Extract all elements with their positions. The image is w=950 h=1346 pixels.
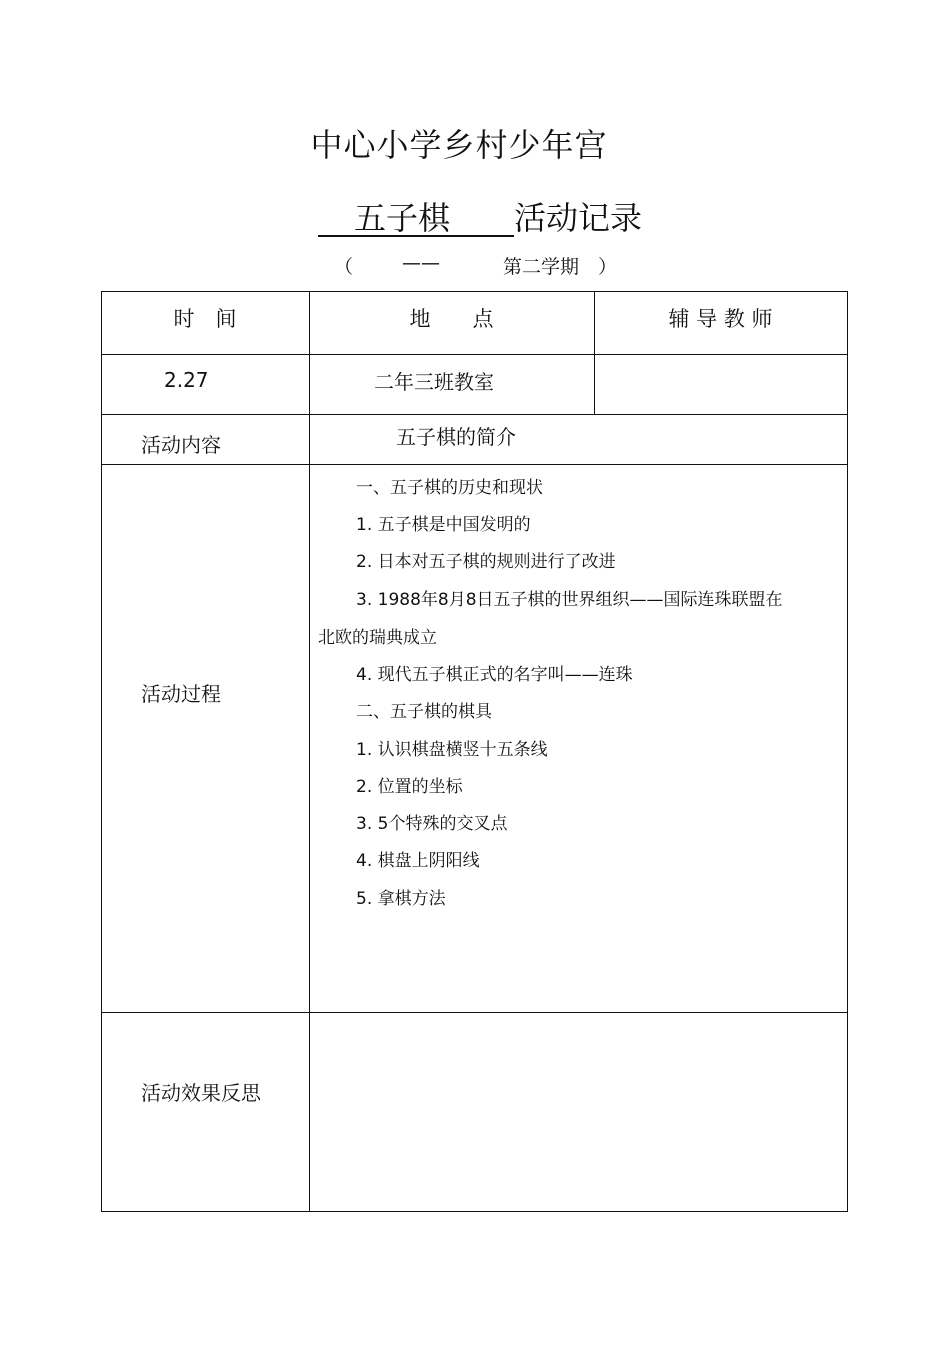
process-line: 二、五子棋的棋具	[356, 702, 492, 722]
process-line: 3. 5个特殊的交叉点	[356, 814, 508, 834]
header-place: 地 点	[409, 307, 494, 331]
process-line: 2. 位置的坐标	[356, 777, 463, 797]
semester-open-paren: （	[334, 256, 354, 278]
process-line: 一、五子棋的历史和现状	[356, 478, 543, 498]
table-border-bottom	[101, 1211, 848, 1212]
time-value: 2.27	[164, 368, 209, 392]
content-label: 活动内容	[141, 433, 221, 457]
table-divider	[101, 354, 848, 355]
process-line: 北欧的瑞典成立	[318, 628, 437, 648]
process-line: 1. 认识棋盘横竖十五条线	[356, 740, 548, 760]
process-line: 1. 五子棋是中国发明的	[356, 515, 531, 535]
process-line: 5. 拿棋方法	[356, 889, 446, 909]
semester-close-paren: ）	[598, 256, 618, 278]
content-value: 五子棋的简介	[396, 425, 516, 449]
process-line: 4. 棋盘上阴阳线	[356, 851, 480, 871]
table-divider	[101, 414, 848, 415]
reflection-label: 活动效果反思	[141, 1081, 261, 1105]
table-divider	[101, 464, 848, 465]
process-line: 3. 1988年8月8日五子棋的世界组织——国际连珠联盟在	[356, 590, 783, 610]
table-border-top	[101, 291, 848, 292]
process-line: 4. 现代五子棋正式的名字叫——连珠	[356, 665, 633, 685]
activity-name: 五子棋	[318, 201, 514, 237]
table-divider	[101, 1012, 848, 1013]
table-border-right	[847, 291, 848, 1212]
record-title	[318, 199, 642, 237]
record-label: 活动记录	[514, 199, 643, 237]
semester-label: 第二学期	[503, 256, 580, 278]
header-teacher: 辅 导 教 师	[668, 307, 773, 331]
table-border-left	[101, 291, 102, 1212]
process-label: 活动过程	[141, 682, 221, 706]
process-line: 2. 日本对五子棋的规则进行了改进	[356, 552, 616, 572]
table-divider	[309, 291, 310, 1212]
page-title: 中心小学乡村少年宫	[310, 126, 608, 164]
place-value: 二年三班教室	[374, 370, 494, 394]
header-time: 时 间	[173, 307, 237, 331]
semester-dash: ——	[402, 252, 440, 274]
